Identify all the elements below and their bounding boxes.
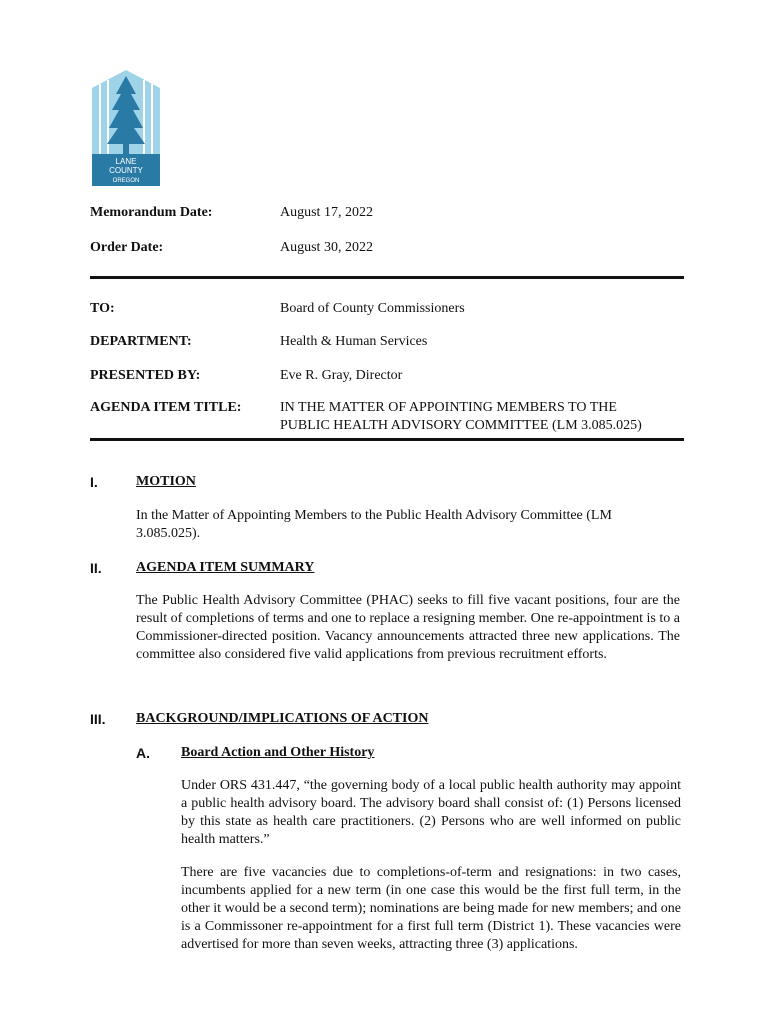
bottom-divider (90, 438, 684, 441)
agenda-item-title-line2: PUBLIC HEALTH ADVISORY COMMITTEE (LM 3.085.025) (280, 418, 642, 433)
memo-date-label: Memorandum Date: (90, 205, 213, 220)
department-label: DEPARTMENT: (90, 334, 192, 349)
section-title-motion: MOTION (136, 474, 196, 489)
subsection-title-board-action: Board Action and Other History (181, 745, 375, 760)
section-number-summary: II. (90, 560, 102, 576)
order-date-label: Order Date: (90, 240, 164, 255)
top-divider (90, 276, 684, 279)
order-date-value: August 30, 2022 (280, 240, 373, 255)
lane-county-logo (90, 70, 162, 186)
background-para-2: There are five vacancies due to completions-of-term and resignations: in two cases, incumbents applied for a new term (in one case this would be the first full term, in the other it would be a second term); nominations are being made for new members; and one is a Commissoner re-appointment for a first full term (District 1). These vacancies were advertised for more than seven weeks, attracting three (3) applications. (181, 865, 681, 952)
section-title-summary: AGENDA ITEM SUMMARY (136, 560, 315, 575)
agenda-item-title-line1: IN THE MATTER OF APPOINTING MEMBERS TO THE (280, 400, 617, 415)
logo-text-county: COUNTY (109, 166, 143, 175)
tree-logo-icon (90, 70, 162, 186)
to-label: TO: (90, 301, 115, 316)
motion-text: In the Matter of Appointing Members to the Public Health Advisory Committee (LM 3.085.025). (136, 508, 612, 541)
logo-text-oregon: OREGON (112, 178, 140, 184)
presented-by-value: Eve R. Gray, Director (280, 368, 403, 383)
subsection-letter-a: A. (136, 745, 150, 761)
department-value: Health & Human Services (280, 334, 428, 349)
background-para-1: Under ORS 431.447, “the governing body of a local public health authority may appoint a public health advisory board. The advisory board shall consist of: (1) Persons licensed by this state as health care practitioners. (2) Persons who are well informed on public health matters.” (181, 778, 681, 847)
presented-by-label: PRESENTED BY: (90, 368, 201, 383)
memo-date-value: August 17, 2022 (280, 205, 373, 220)
agenda-item-title-label: AGENDA ITEM TITLE: (90, 400, 242, 415)
summary-text: The Public Health Advisory Committee (PHAC) seeks to fill five vacant positions, four are the result of completions of terms and one to replace a resigning member. One re-appointment is to a Commissioner-directed position. Vacancy announcements attracted three new applications. The committee also considered five valid applications from previous recruitment efforts. (136, 593, 680, 662)
logo-text-lane: LANE (115, 157, 137, 166)
section-number-background: III. (90, 711, 106, 727)
section-number-motion: I. (90, 474, 98, 490)
to-value: Board of County Commissioners (280, 301, 465, 316)
section-title-background: BACKGROUND/IMPLICATIONS OF ACTION (136, 711, 429, 726)
